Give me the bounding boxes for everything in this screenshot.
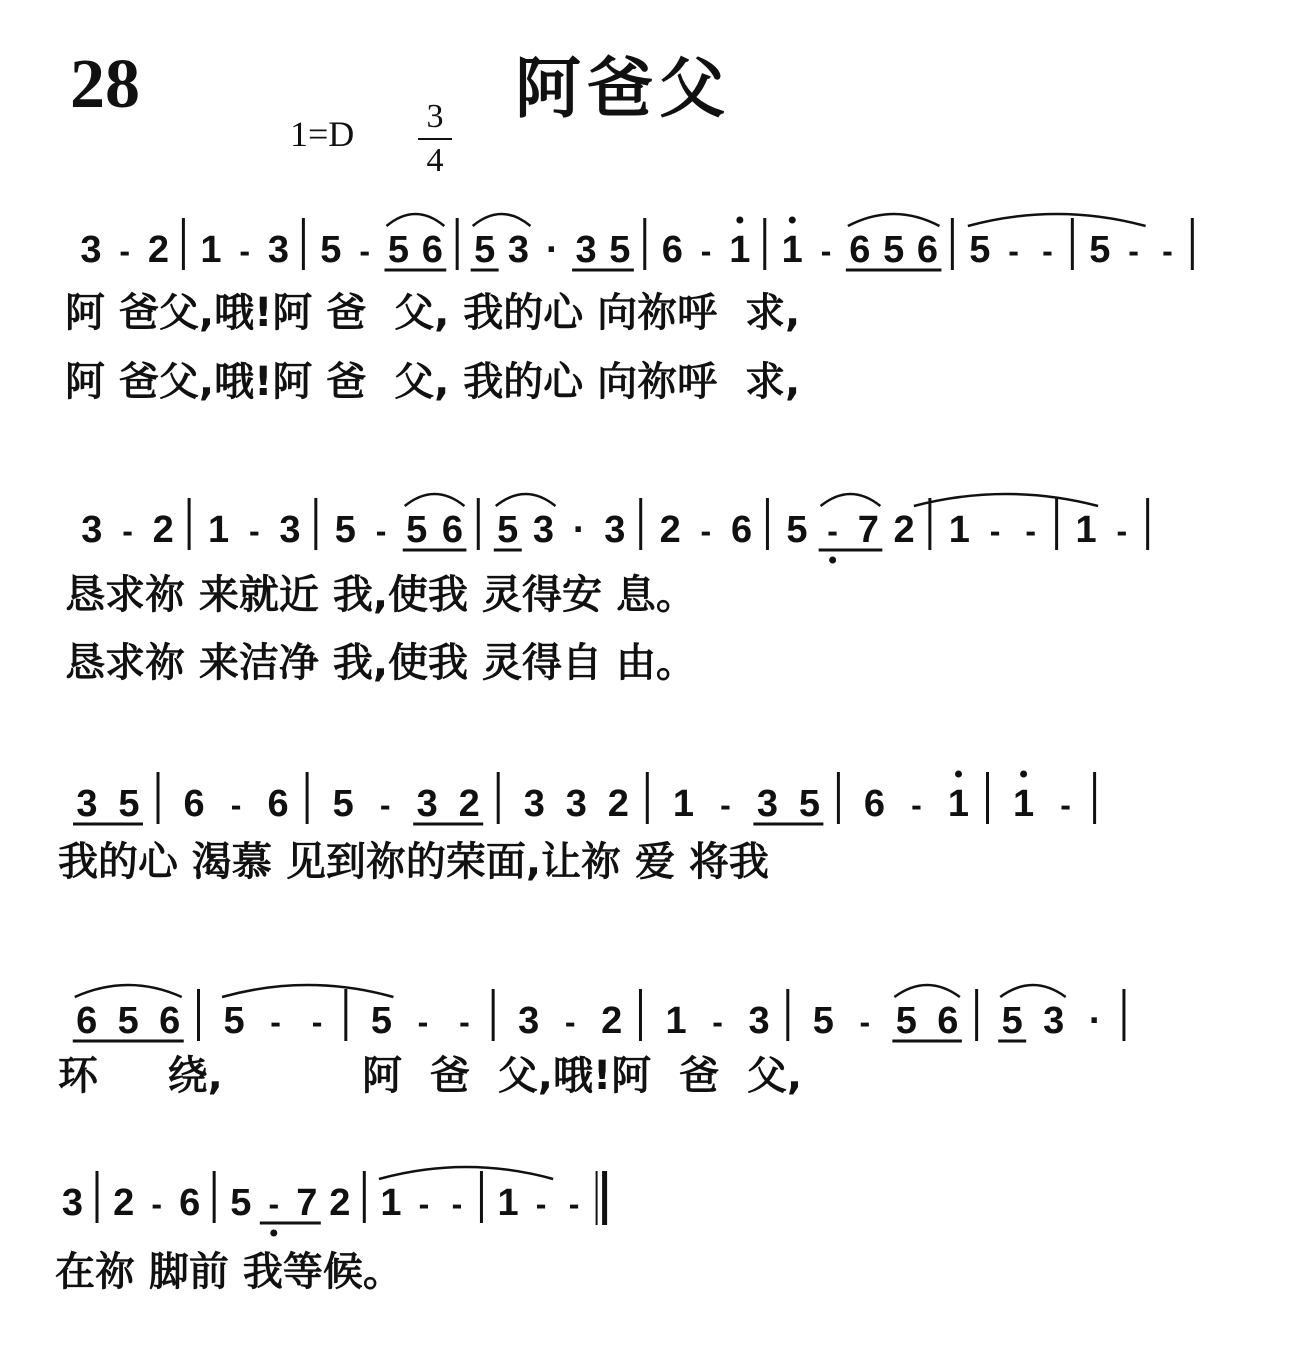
dash-extension: - (859, 1004, 871, 1040)
dash-extension: - (564, 1004, 576, 1040)
slur (386, 214, 444, 226)
dash-extension: - (459, 1004, 470, 1040)
slur (914, 494, 1098, 506)
dash-extension: - (268, 1186, 280, 1222)
dash-extension: - (375, 513, 387, 549)
note: 2 (152, 509, 174, 551)
note: 2 (147, 229, 170, 271)
note: 5 (406, 509, 428, 551)
note: 3 (507, 229, 530, 271)
note: 3 (416, 783, 438, 825)
high-octave-dot (736, 217, 743, 224)
note: 5 (334, 509, 356, 551)
time-signature-bottom: 4 (426, 142, 444, 179)
slur (75, 985, 182, 997)
note: 2 (893, 509, 915, 551)
note: 6 (76, 1000, 98, 1042)
note: 5 (883, 229, 905, 271)
slur (473, 214, 531, 226)
note: 6 (179, 1182, 201, 1224)
note: 1 (380, 1182, 402, 1224)
note: 1 (497, 1182, 519, 1224)
dash-extension: - (311, 1004, 323, 1040)
note: 3 (279, 509, 301, 551)
dash-extension: - (712, 1004, 723, 1040)
note: 3 (1043, 1000, 1065, 1042)
dash-extension: - (379, 787, 391, 823)
note: 6 (159, 1000, 181, 1042)
dash-extension: - (911, 787, 922, 823)
note: 7 (296, 1182, 318, 1224)
note: 3 (76, 783, 98, 825)
note: 3 (565, 783, 587, 825)
dash-extension: - (568, 1186, 580, 1222)
dash-extension: - (1162, 233, 1173, 269)
slur (222, 985, 393, 997)
note: 5 (370, 1000, 392, 1042)
dash-extension: - (1008, 233, 1019, 269)
note: 3 (518, 1000, 540, 1042)
dash-extension: - (119, 233, 131, 269)
note: 6 (937, 1000, 959, 1042)
low-octave-dot (270, 1230, 277, 1237)
note: 2 (329, 1182, 351, 1224)
note: 5 (230, 1182, 252, 1224)
slur (405, 494, 465, 506)
note: 2 (659, 509, 681, 551)
high-octave-dot (1020, 771, 1027, 778)
dash-extension: - (418, 1186, 430, 1222)
note: 1 (729, 229, 751, 271)
note: 6 (863, 783, 886, 825)
note: 6 (267, 783, 289, 825)
dash-extension: - (700, 513, 712, 549)
note: 5 (320, 229, 342, 271)
note: 1 (208, 509, 230, 551)
note: 3 (748, 1000, 770, 1042)
note: 1 (947, 783, 970, 825)
note: 5 (497, 509, 519, 551)
dash-extension: - (535, 1186, 547, 1222)
note: 3 (80, 229, 102, 271)
note: 6 (661, 229, 683, 271)
note: 1 (665, 1000, 687, 1042)
dash-extension: - (417, 1004, 429, 1040)
note: 2 (601, 1000, 623, 1042)
note: 6 (916, 229, 939, 271)
note: 5 (117, 1000, 139, 1042)
note: 3 (575, 229, 597, 271)
lyric-line-1-verse-1: 阿 爸父,哦!阿 爸 父, 我的心 向祢呼 求, (65, 290, 801, 336)
dash-extension: - (1060, 787, 1071, 823)
slur (968, 214, 1146, 226)
note: 1 (948, 509, 970, 551)
dash-extension: - (248, 513, 260, 549)
note: 6 (731, 509, 753, 551)
note: 2 (458, 783, 480, 825)
dash-extension: - (1116, 513, 1128, 549)
dash-extension: - (1025, 513, 1037, 549)
note: 2 (607, 783, 629, 825)
dash-extension: - (451, 1186, 463, 1222)
dash-extension: - (1042, 233, 1053, 269)
lyric-line-2-verse-1: 恳求祢 来就近 我,使我 灵得安 息。 (65, 572, 696, 618)
note: 7 (857, 509, 879, 551)
dash-extension: - (820, 233, 832, 269)
slur (379, 1167, 553, 1179)
dash-extension: - (239, 233, 251, 269)
note: 3 (756, 783, 778, 825)
high-octave-dot (955, 771, 962, 778)
note: 5 (812, 1000, 834, 1042)
note: 3 (604, 509, 626, 551)
note: 1 (200, 229, 222, 271)
note: 5 (332, 783, 354, 825)
note: 3 (61, 1182, 84, 1224)
lyric-line-4: 环 绕, 阿 爸 父,哦!阿 爸 父, (58, 1053, 803, 1099)
lyric-line-3: 我的心 渴慕 见到祢的荣面,让祢 爱 将我 (58, 839, 769, 885)
dash-extension: - (989, 513, 1001, 549)
dash-extension: - (720, 787, 731, 823)
lyric-line-5: 在祢 脚前 我等候。 (55, 1249, 403, 1295)
slur (821, 494, 881, 506)
note: 3 (523, 783, 545, 825)
dash-extension: - (700, 233, 712, 269)
note: 1 (1075, 509, 1097, 551)
note: 3 (81, 509, 103, 551)
dash-extension: - (151, 1186, 162, 1222)
dash-extension: - (230, 787, 242, 823)
note: 5 (118, 783, 140, 825)
note: 5 (609, 229, 631, 271)
note: 5 (786, 509, 808, 551)
note: 6 (441, 509, 463, 551)
note: 2 (113, 1182, 135, 1224)
time-signature-top: 3 (426, 98, 444, 135)
dot-duration: · (545, 229, 559, 271)
dash-extension: - (359, 233, 371, 269)
dot-duration: · (572, 509, 586, 551)
dash-extension: - (122, 513, 133, 549)
slur (848, 214, 940, 226)
note: 5 (895, 1000, 917, 1042)
note: 5 (1089, 229, 1111, 271)
note: 6 (849, 229, 871, 271)
dash-extension: - (1128, 233, 1139, 269)
note: 6 (421, 229, 443, 271)
slur (894, 985, 960, 997)
slur (496, 494, 556, 506)
note: 1 (672, 783, 694, 825)
note: 3 (532, 509, 555, 551)
note: 5 (798, 783, 820, 825)
note: 5 (1001, 1000, 1023, 1042)
dash-extension: - (270, 1004, 281, 1040)
high-octave-dot (789, 217, 796, 224)
note: 5 (474, 229, 496, 271)
dash-extension: - (827, 513, 838, 549)
slur (1000, 985, 1065, 997)
note: 3 (267, 229, 290, 271)
dot-duration: · (1088, 1000, 1102, 1042)
note: 1 (781, 229, 803, 271)
song-number: 28 (70, 46, 140, 123)
note: 5 (969, 229, 991, 271)
low-octave-dot (829, 557, 836, 564)
lyric-line-1-verse-2: 阿 爸父,哦!阿 爸 父, 我的心 向祢呼 求, (65, 359, 801, 405)
lyric-line-2-verse-2: 恳求祢 来洁净 我,使我 灵得自 由。 (65, 640, 696, 686)
note: 6 (183, 783, 205, 825)
note: 5 (223, 1000, 245, 1042)
note: 5 (387, 229, 410, 271)
song-title: 阿爸父 (515, 49, 731, 127)
note: 1 (1013, 783, 1035, 825)
key-signature: 1=D (290, 114, 355, 154)
